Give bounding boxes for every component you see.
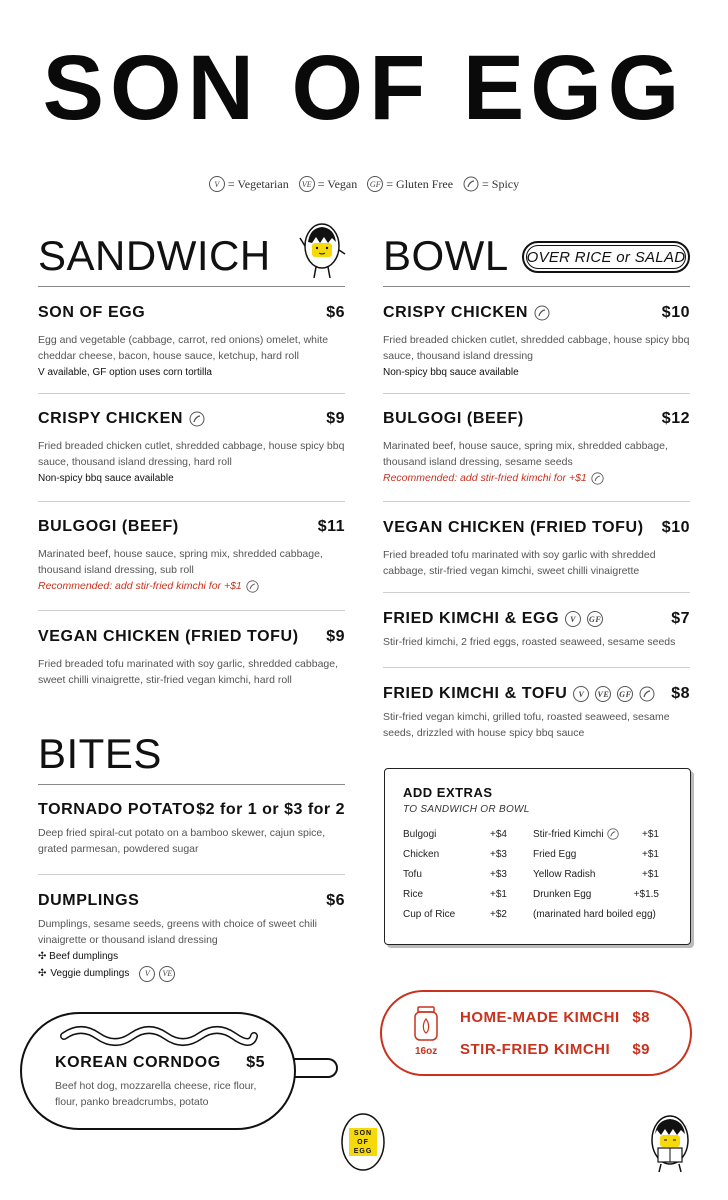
item-recommendation: Recommended: add stir-fried kimchi for +$1 bbox=[383, 471, 690, 486]
sandwich-item-son-of-egg bbox=[38, 304, 345, 380]
page-title: SON OF EGG bbox=[42, 37, 686, 139]
bowl-item-bulgogi bbox=[383, 410, 690, 486]
spicy-icon bbox=[246, 580, 259, 593]
vegetarian-icon: V bbox=[209, 176, 225, 192]
vegetarian-icon: V bbox=[573, 686, 589, 702]
item-name: CRISPY CHICKEN bbox=[38, 410, 184, 427]
kimchi-item: HOME-MADE KIMCHI $8 bbox=[460, 1009, 650, 1026]
item-price: $9 bbox=[326, 628, 345, 645]
item-description: Fried breaded chicken cutlet, shredded cabbage, house spicy bbq sauce, thousand island dressing bbox=[383, 334, 690, 362]
legend-spicy: = Spicy bbox=[463, 176, 519, 192]
egg-mascot-reading-icon bbox=[645, 1110, 695, 1174]
item-description: Dumplings, sesame seeds, greens with choice of sweet chili vinaigrette or thousand island dressing bbox=[38, 918, 317, 946]
extra-row: Drunken Egg +$1.5 bbox=[533, 888, 659, 900]
extras-left-column bbox=[403, 827, 507, 921]
vegetarian-icon: V bbox=[565, 611, 581, 627]
item-name: FRIED KIMCHI & EGG bbox=[383, 610, 560, 627]
bites-title: BITES bbox=[38, 730, 162, 777]
extra-row: Bulgogi +$4 bbox=[403, 828, 507, 840]
item-description: Marinated beef, house sauce, spring mix, shredded cabbage, thousand island dressing, sub roll bbox=[38, 548, 323, 576]
corndog-stick bbox=[294, 1058, 338, 1078]
extra-row: Fried Egg +$1 bbox=[533, 848, 659, 860]
diet-legend bbox=[0, 176, 728, 192]
dumpling-option: ✣ Beef dumplings bbox=[38, 951, 119, 962]
bowl-item-crispy-chicken bbox=[383, 304, 690, 380]
extra-row: Tofu +$3 bbox=[403, 868, 507, 880]
item-note: Non-spicy bbq sauce available bbox=[38, 473, 174, 484]
item-note: V available, GF option uses corn tortilla bbox=[38, 367, 212, 378]
item-name: BULGOGI (BEEF) bbox=[383, 410, 524, 427]
gluten-free-icon: GF bbox=[617, 686, 633, 702]
bowl-subtitle-badge: OVER RICE or SALAD bbox=[522, 241, 690, 273]
corndog-name: KOREAN CORNDOG bbox=[55, 1054, 221, 1071]
dumpling-option: ✣ Veggie dumplings V VE bbox=[38, 966, 345, 982]
kimchi-box bbox=[380, 990, 692, 1076]
son-of-egg-logo: SON OF EGG bbox=[339, 1112, 387, 1172]
bowl-item-fried-kimchi-egg bbox=[383, 610, 690, 650]
sandwich-item-vegan-chicken bbox=[38, 628, 345, 688]
extra-row: Stir-fried Kimchi +$1 bbox=[533, 828, 659, 840]
item-name: CRISPY CHICKEN bbox=[383, 304, 529, 321]
extra-row-note: (marinated hard boiled egg) bbox=[533, 908, 656, 920]
spicy-icon bbox=[463, 176, 479, 192]
legend-vegan: VE = Vegan bbox=[299, 176, 358, 192]
item-price: $10 bbox=[661, 304, 690, 321]
item-name: SON OF EGG bbox=[38, 304, 146, 321]
sandwich-item-crispy-chicken bbox=[38, 410, 345, 486]
item-price: $7 bbox=[671, 610, 690, 627]
item-note: Non-spicy bbq sauce available bbox=[383, 367, 519, 378]
corndog-description: Beef hot dog, mozzarella cheese, rice flour, flour, panko breadcrumbs, potato bbox=[55, 1080, 257, 1108]
item-price: $6 bbox=[326, 304, 345, 321]
corndog-price: $5 bbox=[246, 1054, 265, 1071]
vegan-icon: VE bbox=[595, 686, 611, 702]
item-description: Stir-fried kimchi, 2 fried eggs, roasted seaweed, sesame seeds bbox=[383, 636, 676, 648]
extra-row: Chicken +$3 bbox=[403, 848, 507, 860]
spicy-icon bbox=[534, 305, 550, 321]
bowl-item-fried-kimchi-tofu bbox=[383, 685, 690, 741]
item-name: TORNADO POTATO bbox=[38, 801, 196, 818]
item-name: VEGAN CHICKEN (FRIED TOFU) bbox=[38, 628, 299, 645]
kimchi-jar-icon bbox=[412, 1006, 440, 1042]
item-name: DUMPLINGS bbox=[38, 892, 140, 909]
add-extras-box bbox=[384, 768, 691, 945]
item-recommendation: Recommended: add stir-fried kimchi for +$1 bbox=[38, 579, 345, 594]
bites-item-dumplings bbox=[38, 892, 345, 982]
gluten-free-icon: GF bbox=[587, 611, 603, 627]
egg-mascot-icon bbox=[296, 216, 348, 282]
vegetarian-icon: V bbox=[139, 966, 155, 982]
legend-vegetarian: V = Vegetarian bbox=[209, 176, 289, 192]
extra-row: Yellow Radish +$1 bbox=[533, 868, 659, 880]
extra-row: Rice +$1 bbox=[403, 888, 507, 900]
item-description: Fried breaded chicken cutlet, shredded cabbage, house spicy bbq sauce, thousand island dressing, hard roll bbox=[38, 440, 345, 468]
mustard-squiggle-icon bbox=[54, 1020, 264, 1052]
spicy-icon bbox=[639, 686, 655, 702]
extras-right-column bbox=[533, 827, 659, 921]
item-price: $10 bbox=[661, 519, 690, 536]
gluten-free-icon: GF bbox=[367, 176, 383, 192]
spicy-icon bbox=[607, 828, 619, 840]
item-description: Stir-fried vegan kimchi, grilled tofu, roasted seaweed, sesame seeds, drizzled with house spicy bbq sauce bbox=[383, 711, 670, 739]
extras-title: ADD EXTRAS bbox=[403, 785, 493, 800]
item-description: Marinated beef, house sauce, spring mix, shredded cabbage, thousand island dressing, sesame seeds bbox=[383, 440, 668, 468]
item-description: Fried breaded tofu marinated with soy garlic with shredded cabbage, stir-fried vegan kimchi, sweet chilli vinaigrette bbox=[383, 549, 656, 577]
item-price: $8 bbox=[671, 685, 690, 702]
item-description: Deep fried spiral-cut potato on a bamboo skewer, cajun spice, grated parmesan, powdered sugar bbox=[38, 827, 326, 855]
bowl-item-vegan-chicken bbox=[383, 519, 690, 579]
vegan-icon: VE bbox=[159, 966, 175, 982]
sandwich-title: SANDWICH bbox=[38, 232, 271, 279]
sandwich-item-bulgogi bbox=[38, 518, 345, 594]
spicy-icon bbox=[189, 411, 205, 427]
item-description: Fried breaded tofu marinated with soy garlic, shredded cabbage, sweet chilli vinaigrette, stir-fried vegan kimchi, hard roll bbox=[38, 658, 339, 686]
item-price: $9 bbox=[326, 410, 345, 427]
corndog-box bbox=[20, 1012, 296, 1130]
item-description: Egg and vegetable (cabbage, carrot, red onions) omelet, white cheddar cheese, bacon, house sauce, ketchup, hard roll bbox=[38, 334, 329, 362]
bites-item-tornado-potato bbox=[38, 801, 345, 857]
item-price: $6 bbox=[326, 892, 345, 909]
vegan-icon: VE bbox=[299, 176, 315, 192]
legend-gluten-free: GF = Gluten Free bbox=[367, 176, 453, 192]
bowl-title: BOWL bbox=[383, 232, 509, 279]
extras-subtitle: TO SANDWICH OR BOWL bbox=[403, 804, 530, 815]
kimchi-item: STIR-FRIED KIMCHI $9 bbox=[460, 1041, 650, 1058]
item-name: FRIED KIMCHI & TOFU bbox=[383, 685, 568, 702]
extra-row: Cup of Rice +$2 bbox=[403, 908, 507, 920]
item-name: BULGOGI (BEEF) bbox=[38, 518, 179, 535]
item-price: $2 for 1 or $3 for 2 bbox=[196, 801, 345, 818]
item-price: $12 bbox=[661, 410, 690, 427]
item-price: $11 bbox=[317, 518, 345, 535]
item-name: VEGAN CHICKEN (FRIED TOFU) bbox=[383, 519, 644, 536]
spicy-icon bbox=[591, 472, 604, 485]
jar-size-label: 16oz bbox=[415, 1046, 438, 1057]
